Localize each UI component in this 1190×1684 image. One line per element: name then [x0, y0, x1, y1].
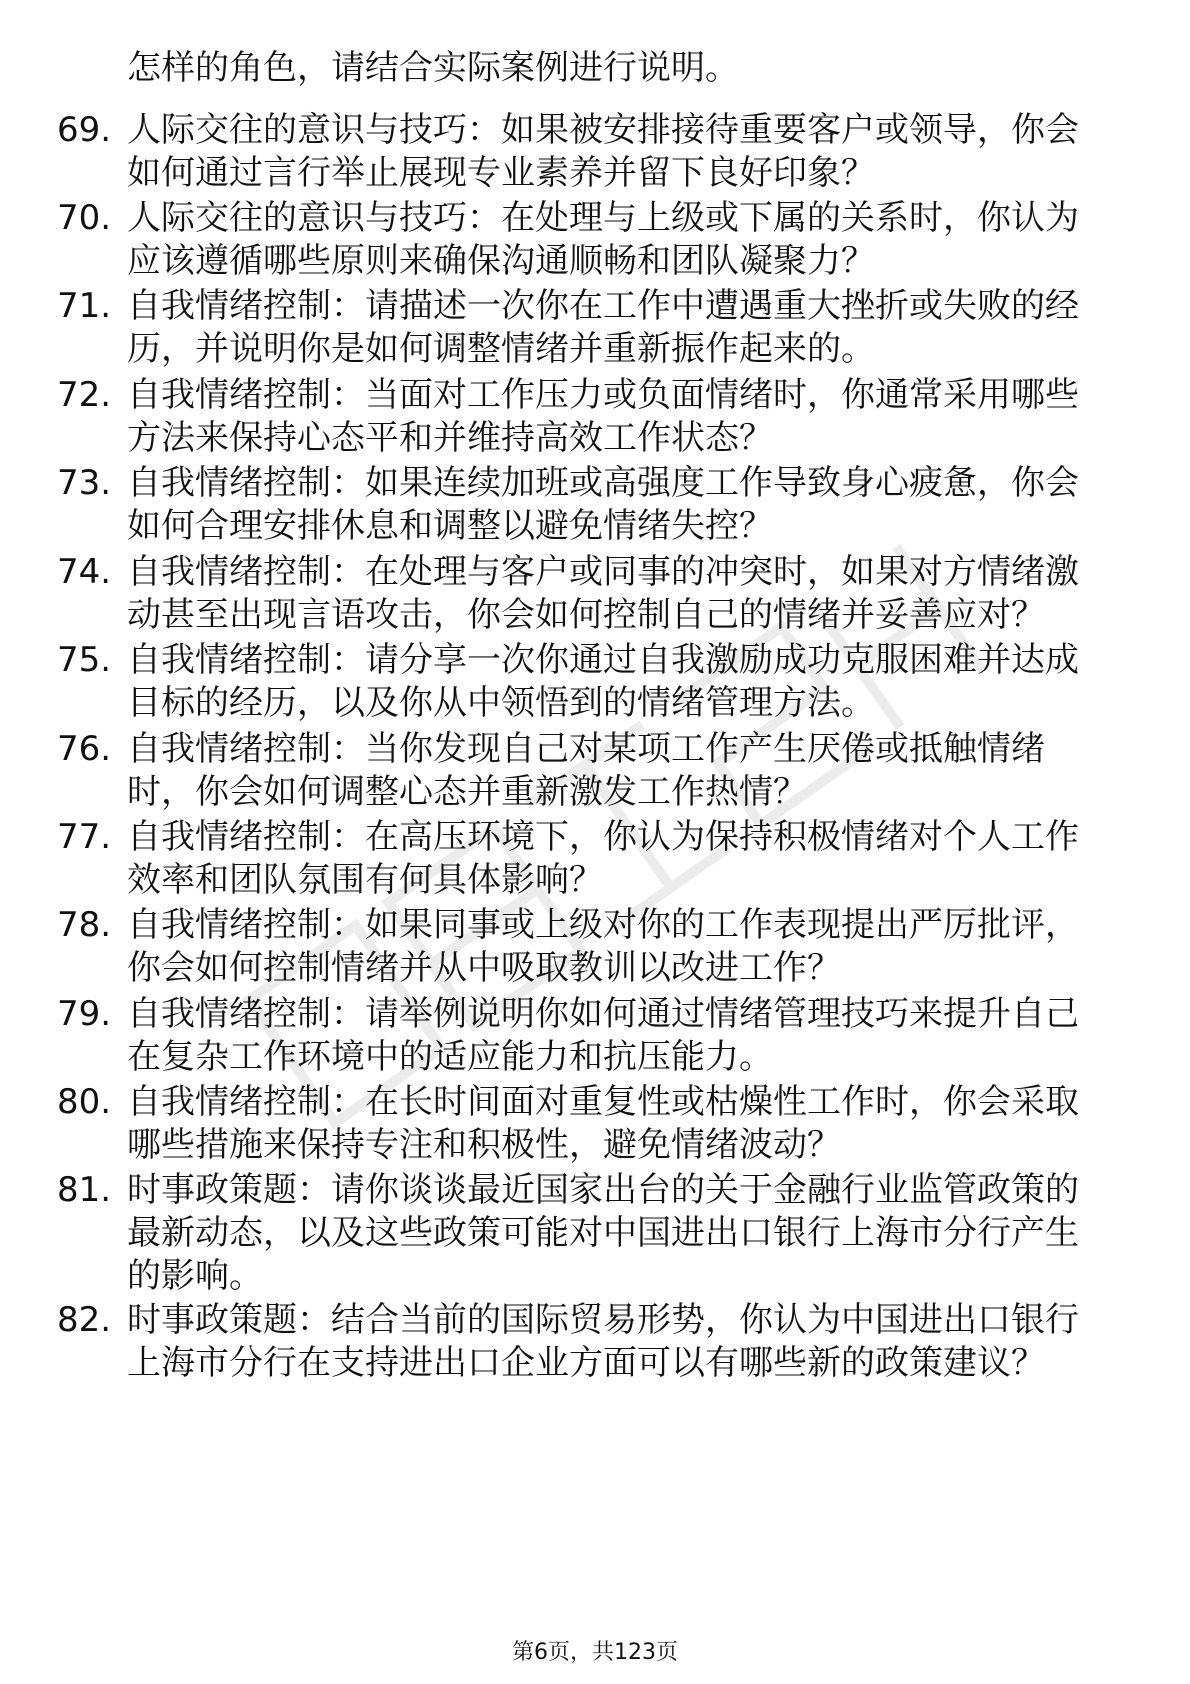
question-text-line: 人际交往的意识与技巧：如果被安排接待重要客户或领导，你会: [127, 110, 1079, 150]
question-number: 76.: [57, 729, 112, 769]
question-text-line: 人际交往的意识与技巧：在处理与上级或下属的关系时，你认为: [127, 198, 1079, 238]
question-text-line: 时，你会如何调整心态并重新激发工作热情？: [127, 772, 807, 812]
question-number: 77.: [57, 817, 112, 857]
question-number: 82.: [57, 1300, 112, 1340]
question-text-line: 自我情绪控制：请描述一次你在工作中遭遇重大挫折或失败的经: [127, 286, 1079, 326]
question-number: 69.: [57, 110, 112, 150]
question-text-line: 历，并说明你是如何调整情绪并重新振作起来的。: [127, 329, 875, 369]
question-text-line: 自我情绪控制：当你发现自己对某项工作产生厌倦或抵触情绪: [127, 729, 1045, 769]
question-number: 70.: [57, 198, 112, 238]
question-text-line: 哪些措施来保持专注和积极性，避免情绪波动？: [127, 1125, 841, 1165]
question-text-line: 动甚至出现言语攻击，你会如何控制自己的情绪并妥善应对？: [127, 595, 1045, 635]
question-text-line: 最新动态，以及这些政策可能对中国进出口银行上海市分行产生: [127, 1213, 1079, 1253]
question-text-line: 如何通过言行举止展现专业素养并留下良好印象？: [127, 153, 875, 193]
question-text-line: 如何合理安排休息和调整以避免情绪失控？: [127, 506, 773, 546]
page-footer: 第6页，共123页: [512, 1640, 678, 1665]
question-number: 75.: [57, 640, 112, 680]
question-text-line: 你会如何控制情绪并从中吸取教训以改进工作？: [127, 948, 841, 988]
continuation-text: 怎样的角色，请结合实际案例进行说明。: [127, 48, 739, 88]
question-text-line: 自我情绪控制：在处理与客户或同事的冲突时，如果对方情绪激: [127, 552, 1079, 592]
question-text-line: 方法来保持心态平和并维持高效工作状态？: [127, 418, 773, 458]
question-text-line: 时事政策题：请你谈谈最近国家出台的关于金融行业监管政策的: [127, 1170, 1079, 1210]
question-text-line: 在复杂工作环境中的适应能力和抗压能力。: [127, 1037, 773, 1077]
question-text-line: 自我情绪控制：在高压环境下，你认为保持积极情绪对个人工作: [127, 817, 1079, 857]
question-text-line: 目标的经历，以及你从中领悟到的情绪管理方法。: [127, 683, 875, 723]
question-number: 80.: [57, 1082, 112, 1122]
question-number: 81.: [57, 1170, 112, 1210]
question-number: 79.: [57, 994, 112, 1034]
question-text-line: 上海市分行在支持进出口企业方面可以有哪些新的政策建议？: [127, 1343, 1045, 1383]
question-text-line: 自我情绪控制：请举例说明你如何通过情绪管理技巧来提升自己: [127, 994, 1079, 1034]
question-number: 71.: [57, 286, 112, 326]
question-text-line: 应该遵循哪些原则来确保沟通顺畅和团队凝聚力？: [127, 241, 875, 281]
question-number: 72.: [57, 375, 112, 415]
question-text-line: 自我情绪控制：当面对工作压力或负面情绪时，你通常采用哪些: [127, 375, 1079, 415]
question-text-line: 自我情绪控制：如果连续加班或高强度工作导致身心疲惫，你会: [127, 463, 1079, 503]
question-number: 73.: [57, 463, 112, 503]
question-text-line: 自我情绪控制：请分享一次你通过自我激励成功克服困难并达成: [127, 640, 1079, 680]
question-number: 78.: [57, 905, 112, 945]
question-text-line: 时事政策题：结合当前的国际贸易形势，你认为中国进出口银行: [127, 1300, 1079, 1340]
question-number: 74.: [57, 552, 112, 592]
question-text-line: 的影响。: [127, 1256, 263, 1296]
question-text-line: 效率和团队氛围有何具体影响？: [127, 860, 603, 900]
question-text-line: 自我情绪控制：如果同事或上级对你的工作表现提出严厉批评，: [127, 905, 1079, 945]
question-text-line: 自我情绪控制：在长时间面对重复性或枯燥性工作时，你会采取: [127, 1082, 1079, 1122]
